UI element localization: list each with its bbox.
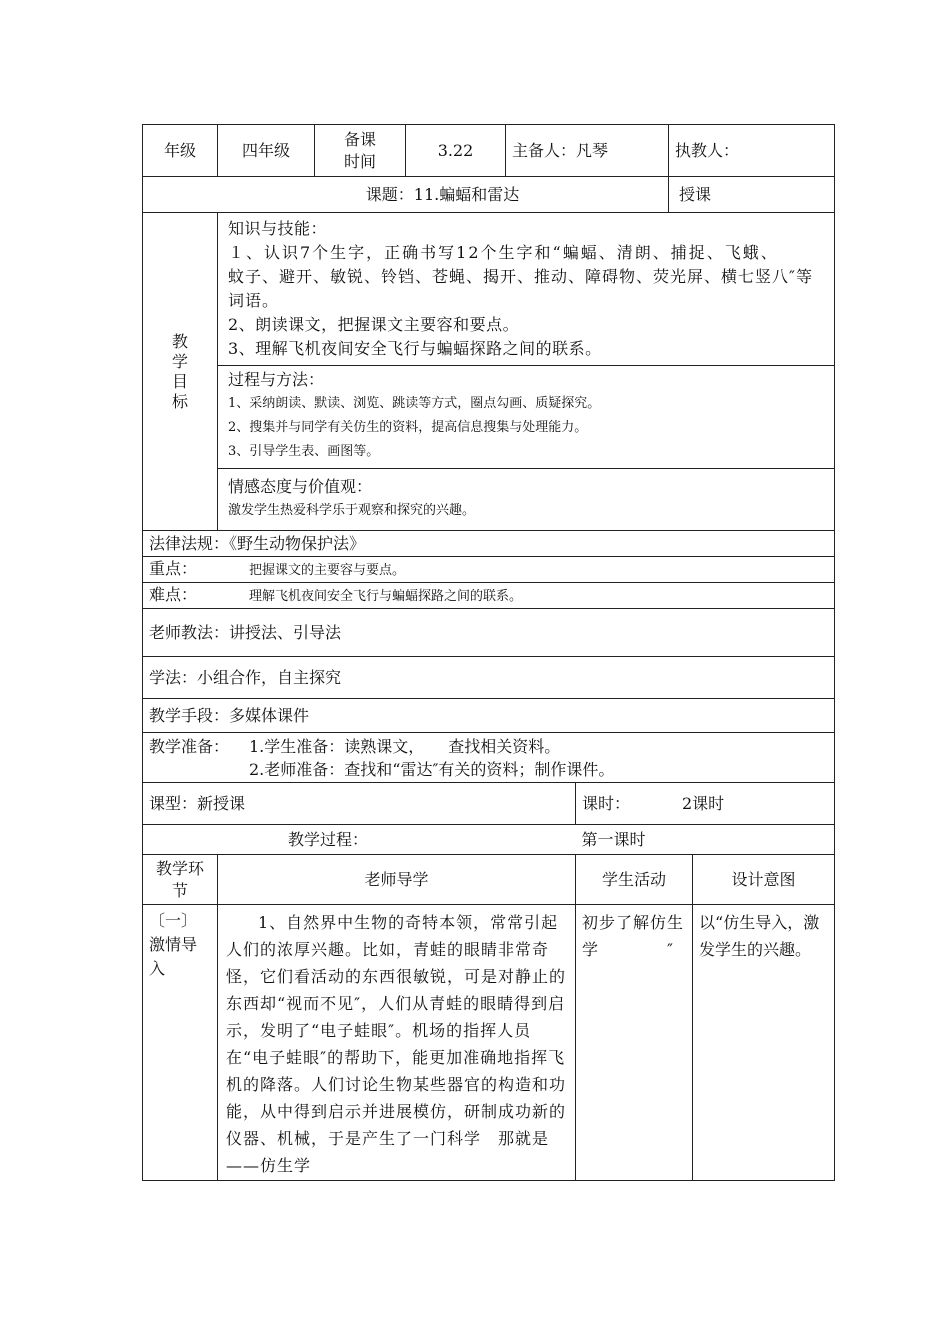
header-row <box>143 125 835 177</box>
process-table-head <box>143 855 835 905</box>
emotion-title: 情感态度与价值观： <box>228 477 373 496</box>
stage-1-name: 〔一〕激情导入 <box>143 905 218 1181</box>
prep-time-value: 3.22 <box>406 125 506 177</box>
first-lesson-label: 第一课时 <box>576 825 835 855</box>
teaching-means-text: 教学手段：多媒体课件 <box>143 699 835 733</box>
lesson-hours-value: 2课时 <box>682 793 725 813</box>
head-design-intent: 设计意图 <box>693 855 835 905</box>
lesson-plan-document <box>142 124 834 1181</box>
law-row <box>143 531 835 557</box>
knowledge-item-3: 3、理解飞机夜间安全飞行与蝙蝠探路之间的联系。 <box>228 339 602 358</box>
law-text: 法律法规：《野生动物保护法》 <box>143 531 835 557</box>
difficult-point-row <box>143 583 835 609</box>
lesson-type-row <box>143 783 835 825</box>
objectives-emotion-row <box>143 469 835 531</box>
knowledge-title: 知识与技能： <box>228 219 328 238</box>
stage-1-teacher-text <box>218 905 576 1181</box>
process-block <box>218 366 835 469</box>
objectives-process-row <box>143 366 835 469</box>
study-method-row <box>143 657 835 699</box>
preparation-line-2 <box>149 758 828 781</box>
stage-1-student-text: 初步了解仿生学 ″ <box>576 905 693 1181</box>
teacher-field: 执教人： <box>669 125 835 177</box>
difficult-point-label: 难点： <box>149 585 198 604</box>
stage-1-teacher-paragraph: 1、自然界中生物的奇特本领，常常引起人们的浓厚兴趣。比如，青蛙的眼睛非常奇怪，它们看活动的东西很敏锐，可是对静止的东西却“视而不见″，人们从青蛙的眼睛得到启示，发明了“电子蛙眼″。机场的指挥人员在“电子蛙眼″的帮助下，能更加准确地指挥飞机的降落。人们讨论生物某些器官的构造和功能，从中得到启示并进展模仿，研制成功新的仪器、机械，于是产生了一门科学 那就是——仿生学 <box>226 913 567 1175</box>
objectives-label-text: 教学目标 <box>171 331 188 411</box>
head-stage-text: 教学环节 <box>155 858 204 900</box>
preparation-student: 1.学生准备：读熟课文， 查找相关资料。 <box>249 737 561 756</box>
teaching-process-row <box>143 825 835 855</box>
process-item-2: 2、搜集并与同学有关仿生的资料，提高信息搜集与处理能力。 <box>228 420 588 435</box>
emotion-item-1: 激发学生热爱科学乐于观察和探究的兴趣。 <box>228 503 476 518</box>
difficult-point-cell <box>143 583 835 609</box>
prep-time-label-line1: 备课 <box>343 129 376 149</box>
key-point-label: 重点： <box>149 559 198 578</box>
process-title: 过程与方法： <box>228 370 325 389</box>
preparation-cell <box>143 733 835 783</box>
key-point-row <box>143 557 835 583</box>
topic-title: 课题：11.蝙蝠和雷达 <box>143 177 669 213</box>
lesson-plan-table <box>142 124 835 1181</box>
knowledge-item-1-cont: 蚊子、避开、敏锐、铃铛、苍蝇、揭开、推动、障碍物、荧光屏、横七竖八″等词语。 <box>228 267 813 310</box>
head-student-activity: 学生活动 <box>576 855 693 905</box>
knowledge-block <box>218 213 835 366</box>
difficult-point-value: 理解飞机夜间安全飞行与蝙蝠探路之间的联系。 <box>249 589 523 604</box>
knowledge-item-2: 2、朗读课文，把握课文主要容和要点。 <box>228 315 520 334</box>
stage-1-row <box>143 905 835 1181</box>
prep-time-label-line2: 时间 <box>343 151 376 171</box>
stage-1-intent-text: 以“仿生导入，激发学生的兴趣。 <box>693 905 835 1181</box>
process-item-1: 1、采纳朗读、默读、浏览、跳读等方式，圈点勾画、质疑探究。 <box>228 396 601 411</box>
preparation-teacher: 2.老师准备：查找和“雷达″有关的资料；制作课件。 <box>249 760 615 779</box>
key-point-cell <box>143 557 835 583</box>
head-teacher-guide: 老师导学 <box>218 855 576 905</box>
preparation-label: 教学准备： <box>149 737 230 756</box>
teacher-method-text: 老师教法：讲授法、引导法 <box>143 609 835 657</box>
prep-time-label <box>315 125 406 177</box>
grade-label: 年级 <box>143 125 218 177</box>
key-point-value: 把握课文的主要容与要点。 <box>249 563 406 578</box>
emotion-block <box>218 469 835 531</box>
objectives-knowledge-row <box>143 213 835 366</box>
head-stage <box>143 855 218 905</box>
lesson-type-text: 课型：新授课 <box>143 783 576 825</box>
lesson-hours-label: 课时： <box>582 793 631 813</box>
teaching-means-row <box>143 699 835 733</box>
preparation-line-1 <box>149 735 828 758</box>
grade-value: 四年级 <box>218 125 315 177</box>
study-method-text: 学法：小组合作，自主探究 <box>143 657 835 699</box>
main-preparer: 主备人：凡琴 <box>506 125 669 177</box>
teach-label: 授课 <box>669 177 835 213</box>
knowledge-item-1: １、认识7个生字，正确书写12个生字和“蝙蝠、清朗、捕捉、飞蛾、 <box>228 243 779 262</box>
lesson-hours-cell <box>576 783 835 825</box>
preparation-row <box>143 733 835 783</box>
topic-row <box>143 177 835 213</box>
objectives-label <box>143 213 218 531</box>
teaching-process-label: 教学过程： <box>143 825 576 855</box>
teacher-method-row <box>143 609 835 657</box>
process-item-3: 3、引导学生表、画图等。 <box>228 444 380 459</box>
